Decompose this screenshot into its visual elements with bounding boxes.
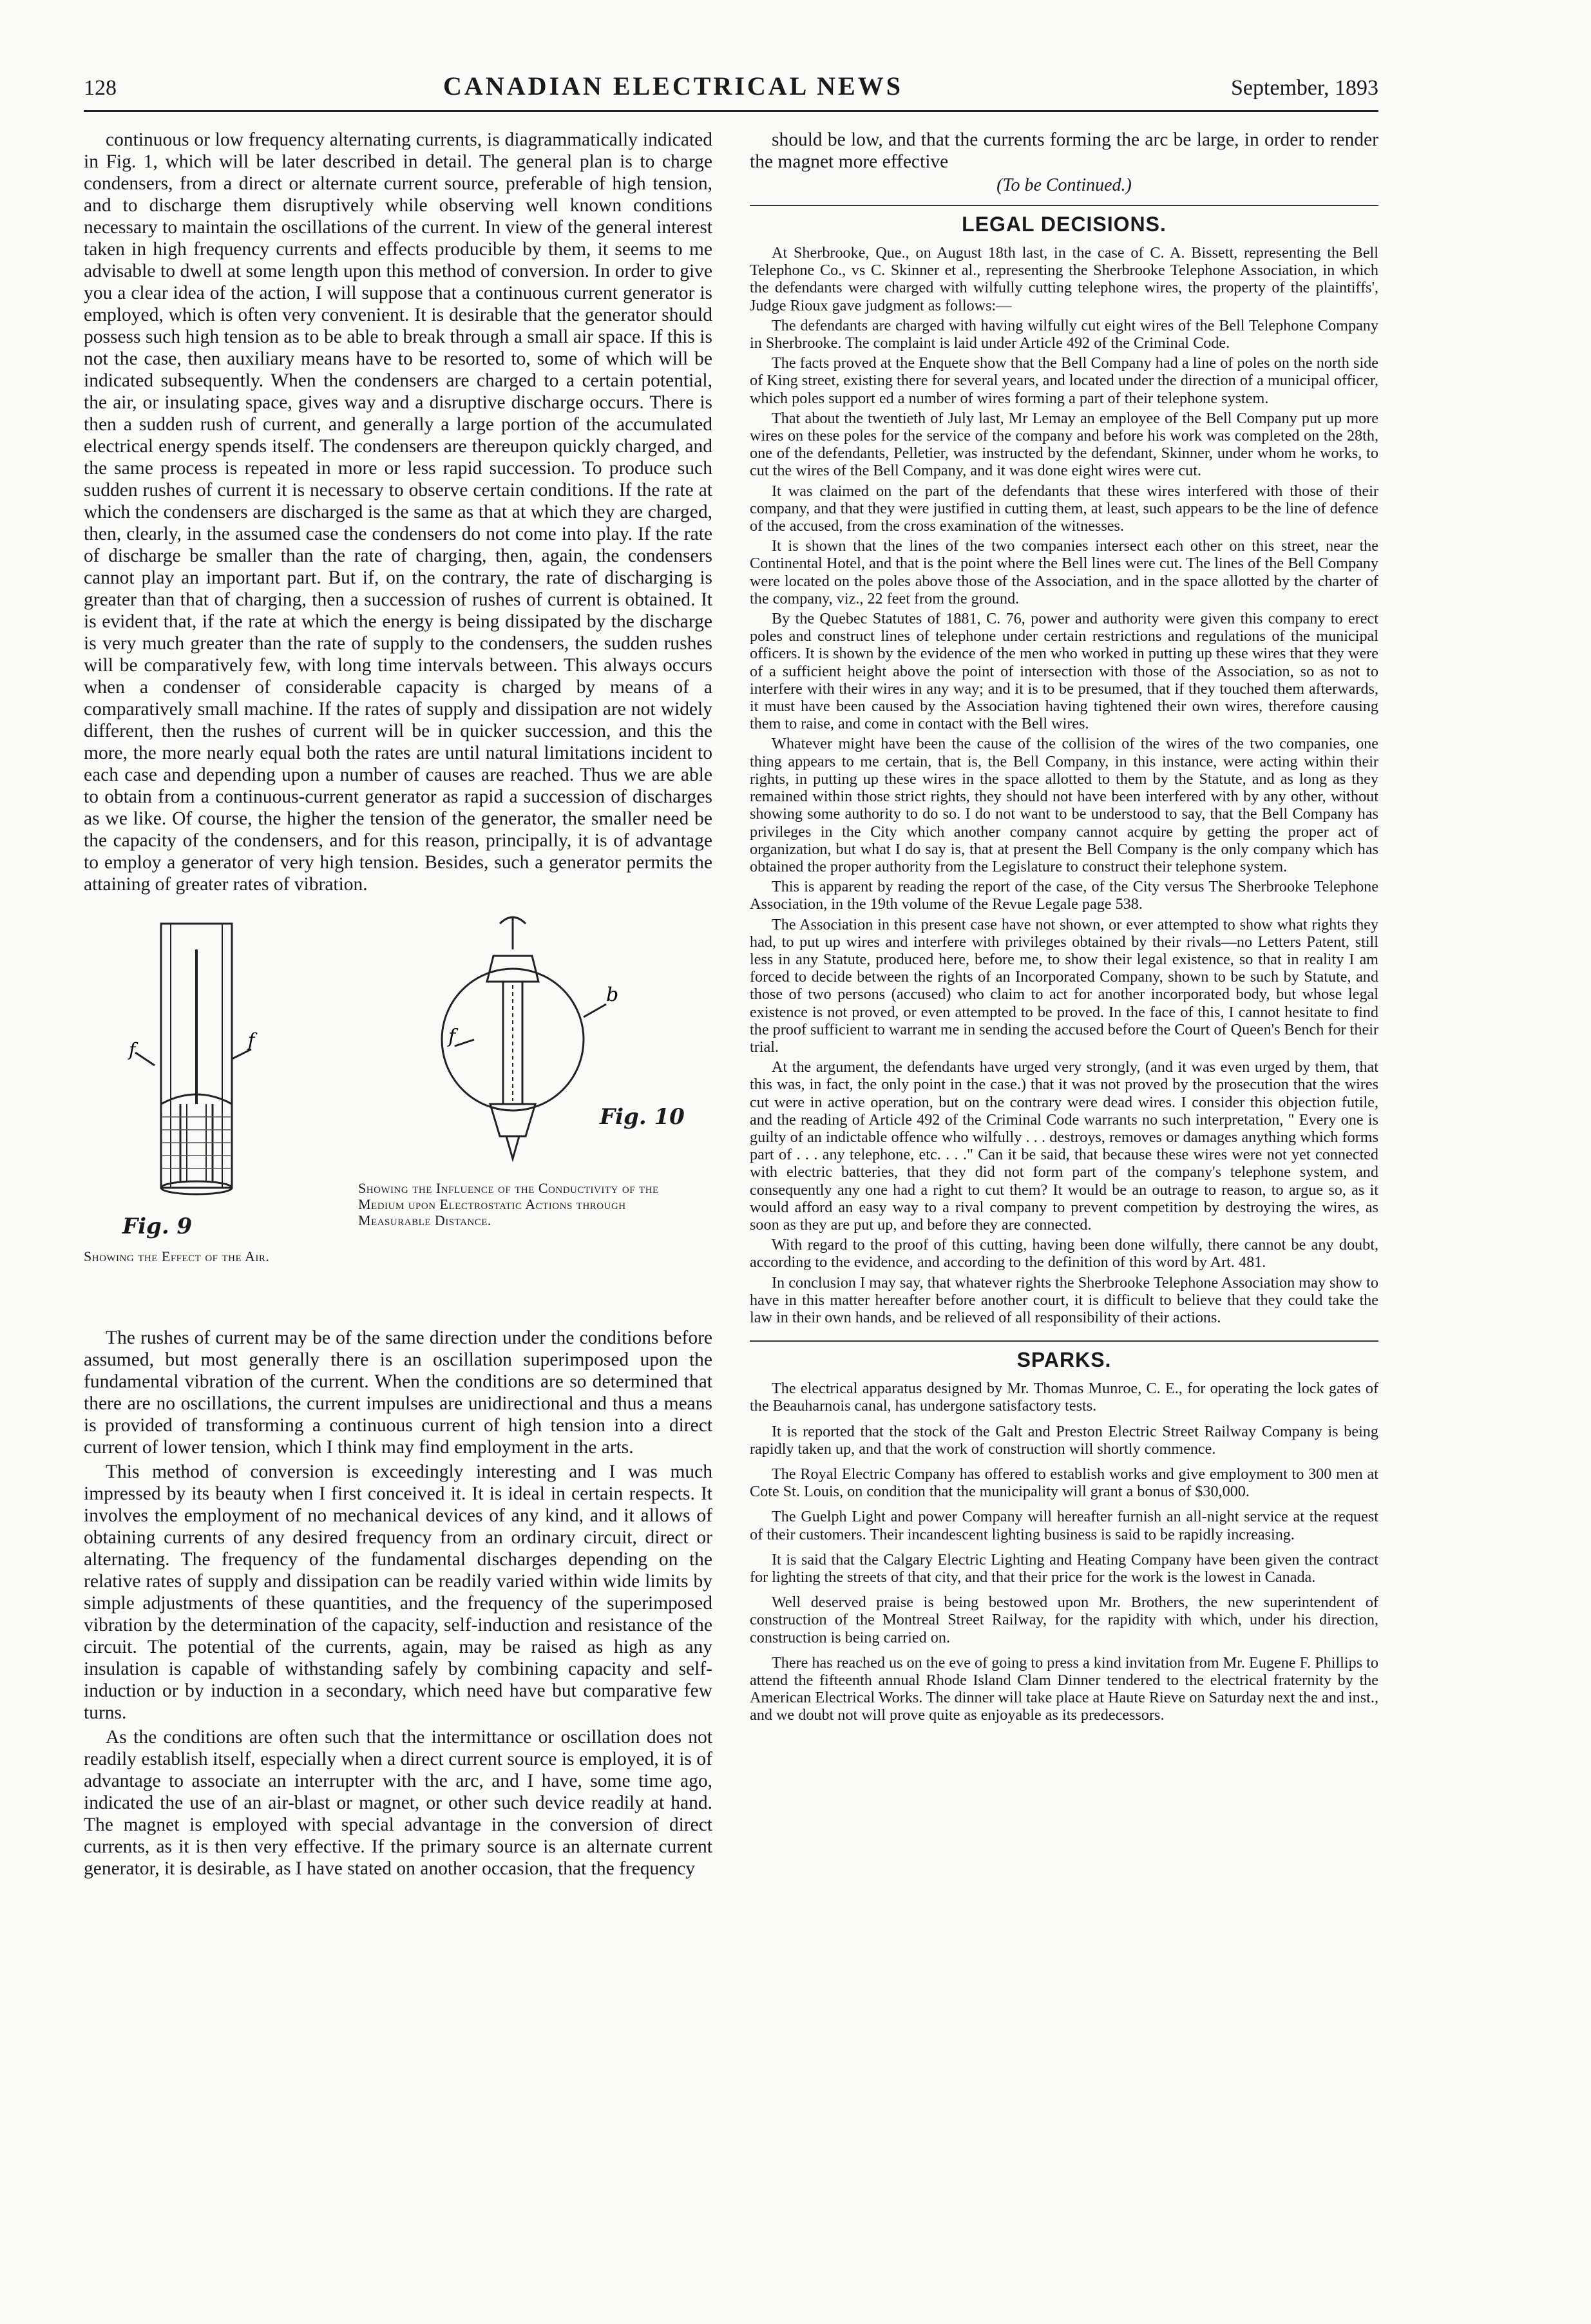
figure-label: Fig. 9 <box>122 1214 193 1239</box>
figure-label: Fig. 10 <box>600 1104 685 1130</box>
figure-caption: Showing the Effect of the Air. <box>84 1248 270 1264</box>
figures-row <box>84 911 712 1310</box>
figure-caption: Showing the Influence of the Conductivity of the Medium upon Electrostatic Actions through Measurable Distance. <box>358 1180 659 1228</box>
sparks-item: It is reported that the stock of the Galt and Preston Electric Street Railway Company is being rapidly taken up, and that the work of construction will shortly commence. <box>750 1422 1378 1458</box>
publication-title: CANADIAN ELECTRICAL NEWS <box>443 71 903 100</box>
sparks-item: The electrical apparatus designed by Mr. Thomas Munroe, C. E., for operating the lock gates of the Beauharnois canal, has undergone satisfactory tests. <box>750 1380 1378 1415</box>
article-paragraph: continuous or low frequency alternating currents, is diagrammatically indicated in Fig. 1, which will be later described in detail. The general plan is to charge condensers, from a direct or alternate current source, preferable of high tension, and to discharge them disruptively while observing well known conditions necessary to maintain the oscillations of the current. In view of the general interest taken in high frequency currents and effects producible by them, it seems to me advisable to dwell at some length upon this method of conversion. In order to give you a clear idea of the action, I will suppose that a continuous current generator is employed, which is often very convenient. It is desirable that the generator should possess such high tension as to be able to break through a small air space. If this is not the case, then auxiliary means have to be resorted to, some of which will be indicated subsequently. When the condensers are charged to a certain potential, the air, or insulating space, gives way and a disruptive discharge occurs. There is then a sudden rush of current, and generally a large portion of the accumulated electrical energy spends itself. The condensers are thereupon quickly charged, and the same process is repeated in more or less rapid succession. To produce such sudden rushes of current it is necessary to observe certain conditions. If the rate at which the condensers are discharged is the same as that at which they are charged, then, clearly, in the assumed case the condensers do not come into play. If the rate of discharge be smaller than the rate of charging, then, again, the condensers cannot play an important part. But if, on the contrary, the rate of discharging is greater than that of charging, then a succession of rushes of current is obtained. It is evident that, if the rate at which the energy is being dissipated by the discharge is very much greater than the rate of supply to the condensers, the sudden rushes will be comparatively few, with long time intervals between. This always occurs when a condenser of considerable capacity is charged by means of a comparatively small machine. If the rates of supply and dissipation are not widely different, then the rushes of current will be in quicker succession, and this the more, the more nearly equal both the rates are until natural limitations incident to each case and depending upon a number of causes are reached. Thus we are able to obtain from a continuous-current generator as rapid a succession of discharges as we like. Of course, the higher the tension of the generator, the smaller need be the capacity of the condensers, and for this reason, principally, it is of advantage to employ a generator of very high tension. Besides, such a generator permits the attaining of greater rates of vibration. <box>84 129 712 895</box>
legal-paragraph: It is shown that the lines of the two companies intersect each other on this street, near the Continental Hotel, and that is the point where the Bell lines were cut. The lines of the Bell Company were located on the poles above those of the Association, and in the space allotted by the charter of the company, viz., 22 feet from the ground. <box>750 537 1378 607</box>
legal-decisions-body <box>750 244 1378 1326</box>
article-paragraph: The rushes of current may be of the same direction under the conditions before assumed, but most generally there is an oscillation superimposed upon the fundamental vibration of the current. When the conditions are so determined that there are no oscillations, the current impulses are unidirectional and thus a means is provided of transforming a continuous current of high tension into a direct current of lower tension, which I think may find employment in the arts. <box>84 1328 712 1458</box>
section-divider <box>750 205 1378 206</box>
article-paragraph: As the conditions are often such that the intermittance or oscillation does not readily establish itself, especially when a direct current source is employed, it is of advantage to associate an interrupter with the arc, and I have, some time ago, indicated the use of an air-blast or magnet, or other such device readily at hand. The magnet is employed with special advantage in the conversion of direct currents, as it is then very effective. If the primary source is an alternate current generator, it is desirable, as I have stated on another occasion, that the frequency <box>84 1727 712 1879</box>
page-number: 128 <box>84 76 117 100</box>
left-column <box>84 129 712 2235</box>
tube-apparatus-drawing <box>84 911 296 1214</box>
sparks-item: The Royal Electric Company has offered to establish works and give employment to 300 men at Cote St. Louis, on condition that the municipality will grant a bonus of $30,000. <box>750 1465 1378 1501</box>
sparks-heading: SPARKS. <box>1016 1348 1112 1372</box>
legal-paragraph: That about the twentieth of July last, Mr Lemay an employee of the Bell Company put up more wires on these poles for the service of the company and before his work was completed on the 28th, one of the defendants, Pelletier, was instructed by the defendant, Skinner, under whom he works, to cut the wires of the Bell Company, and it was done eight wires were cut. <box>750 409 1378 480</box>
figure-10 <box>352 911 712 1310</box>
svg-text:f: f <box>248 1029 255 1051</box>
issue-date: September, 1893 <box>1230 76 1378 100</box>
legal-paragraph: It was claimed on the part of the defendants that these wires interfered with those of their company, and that they were justified in cutting them, at least, such appears to be the line of defence of the accused, from the cross examination of the witnesses. <box>750 482 1378 535</box>
legal-paragraph: The facts proved at the Enquete show that the Bell Company had a line of poles on the north side of King street, existing there for several years, and located under the direction of a municipal officer, which poles support ed a number of wires forming a part of their telephone system. <box>750 354 1378 407</box>
legal-paragraph: With regard to the proof of this cutting, having been done wilfully, there cannot be any doubt, according to the evidence, and according to the definition of this word by Art. 481. <box>750 1236 1378 1272</box>
legal-decisions-heading: LEGAL DECISIONS. <box>962 213 1167 236</box>
legal-paragraph: In conclusion I may say, that whatever rights the Sherbrooke Telephone Association may show to have in this matter hereafter before another court, it is difficult to believe that they could take the law in their own hands, and be relieved of all responsibility of their actions. <box>750 1273 1378 1326</box>
section-divider <box>750 1340 1378 1342</box>
sparks-item: Well deserved praise is being bestowed upon Mr. Brothers, the new superintendent of construction of the Montreal Street Railway, for the rapidity with which, under his direction, construction is being carried on. <box>750 1594 1378 1646</box>
legal-paragraph: By the Quebec Statutes of 1881, C. 76, power and authority were given this company to erect poles and construct lines of telephone under certain restrictions and regulations of the municipal officers. It is shown by the evidence of the men who worked in putting up these wires that they were of a sufficient height above the point of intersection with those of the Association, so as not to interfere with their wires in any way; and it is to be presumed, that if they touched them afterwards, it must have been caused by the Association having tightened their own wires, therefore causing them to raise, and come in contact with the Bell wires. <box>750 610 1378 733</box>
bulb-apparatus-drawing <box>352 911 712 1168</box>
sparks-body <box>750 1380 1378 1724</box>
sparks-item: It is said that the Calgary Electric Lighting and Heating Company have been given the contract for lighting the streets of that city, and that their price for the work is the lowest in Canada. <box>750 1550 1378 1586</box>
figure-9 <box>84 911 296 1310</box>
legal-paragraph: This is apparent by reading the report of the case, of the City versus The Sherbrooke Telephone Association, in the 19th volume of the Revue Legale page 538. <box>750 878 1378 913</box>
legal-paragraph: At Sherbrooke, Que., on August 18th last, in the case of C. A. Bissett, representing the Bell Telephone Co., vs C. Skinner et al., representing the Sherbrooke Telephone Association, in which the defendants were charged with wilfully cutting telephone wires, the property of the plaintiffs', Judge Rioux gave judgment as follows:— <box>750 244 1378 314</box>
svg-text:b: b <box>606 984 619 1006</box>
svg-text:f: f <box>129 1039 136 1060</box>
right-column <box>750 129 1378 2235</box>
legal-paragraph: At the argument, the defendants have urged very strongly, (and it was even urged by them, that this was, in fact, the only point in the case.) that it was not proved by the prosecution that the wires cut were in active operation, but on the contrary were dead wires. I consider this objection futile, and the reading of Article 492 of the Criminal Code warrants no such interpretation, " Every one is guilty of an indictable offence who wilfully . . . destroys, removes or damages anything which forms part of . . . any telephone, etc. . . ." Can it be said, that because these wires were not yet connected with electric batteries, that they did not form part of the company's telephone system, and consequently any one had a right to cut them? It would be an outrage to reason, to argue so, as it would afford an easy way to a rival company to prevent competition by destroying the wires, as soon as they are put up, and before they are connected. <box>750 1058 1378 1233</box>
legal-paragraph: The Association in this present case have not shown, or ever attempted to show what rights they had, to put up wires and interfere with privileges obtained by their rivals—no Letters Patent, still less in any Statute, produced here, before me, to show their legal existence, so that in reality I am forced to decide between the rights of an Incorporated Company, shown to be such by Statute, and those of two persons (accused) who claim to act for another incorporated body, but whose legal existence is not proved, or even attempted to be proved. In the face of this, I cannot hesitate to find the proof sufficient to warrant me in sending the accused before the Court of Queen's Bench for their trial. <box>750 915 1378 1056</box>
to-be-continued-note: (To be Continued.) <box>996 175 1132 195</box>
legal-paragraph: The defendants are charged with having wilfully cut eight wires of the Bell Telephone Company in Sherbrooke. The complaint is laid under Article 492 of the Criminal Code. <box>750 316 1378 352</box>
article-paragraph: This method of conversion is exceedingly interesting and I was much impressed by its beauty when I first conceived it. It is ideal in certain respects. It involves the employment of no mechanical devices of any kind, and it allows of obtaining currents of any desired frequency from an ordinary circuit, direct or alternating. The frequency of the fundamental discharges depending on the relative rates of supply and dissipation can be readily varied within wide limits by simple adjustments of these quantities, and the frequency of the superimposed vibration by the determination of the capacity, self-induction and resistance of the circuit. The potential of the currents, again, may be raised as high as any insulation is capable of withstanding safely by combining capacity and self-induction or by induction in a secondary, which need have but comparative few turns. <box>84 1462 712 1723</box>
svg-text:f: f <box>448 1025 456 1048</box>
legal-paragraph: Whatever might have been the cause of the collision of the wires of the two companies, one thing appears to me certain, that is, the Bell Company, in this instance, were acting within their rights, in putting up these wires in the space allotted to them by the Statute, and as long as they remained within those strict rights, they should not have been interfered with by any other, without showing some authority to do so. I do not want to be understood to say, that the Bell Company has privileges in the City which another company cannot acquire by getting the proper act of organization, but what I do say is, that at present the Bell Company is the only company which has obtained the proper authority from the Legislature to construct their telephone system. <box>750 735 1378 875</box>
newspaper-page <box>84 71 1378 2287</box>
page-header <box>84 71 1378 112</box>
sparks-item: The Guelph Light and power Company will hereafter furnish an all-night service at the request of their customers. Their incandescent lighting business is said to be rapidly increasing. <box>750 1508 1378 1543</box>
article-continuation: should be low, and that the currents forming the arc be large, in order to render the magnet more effective <box>750 129 1378 172</box>
sparks-item: There has reached us on the eve of going to press a kind invitation from Mr. Eugene F. Phillips to attend the fifteenth annual Rhode Island Clam Dinner tendered to the electrical fraternity by the American Electrical Works. The dinner will take place at Haute Rieve on Saturday next the and inst., and we doubt not will prove quite as enjoyable as its predecessors. <box>750 1653 1378 1724</box>
